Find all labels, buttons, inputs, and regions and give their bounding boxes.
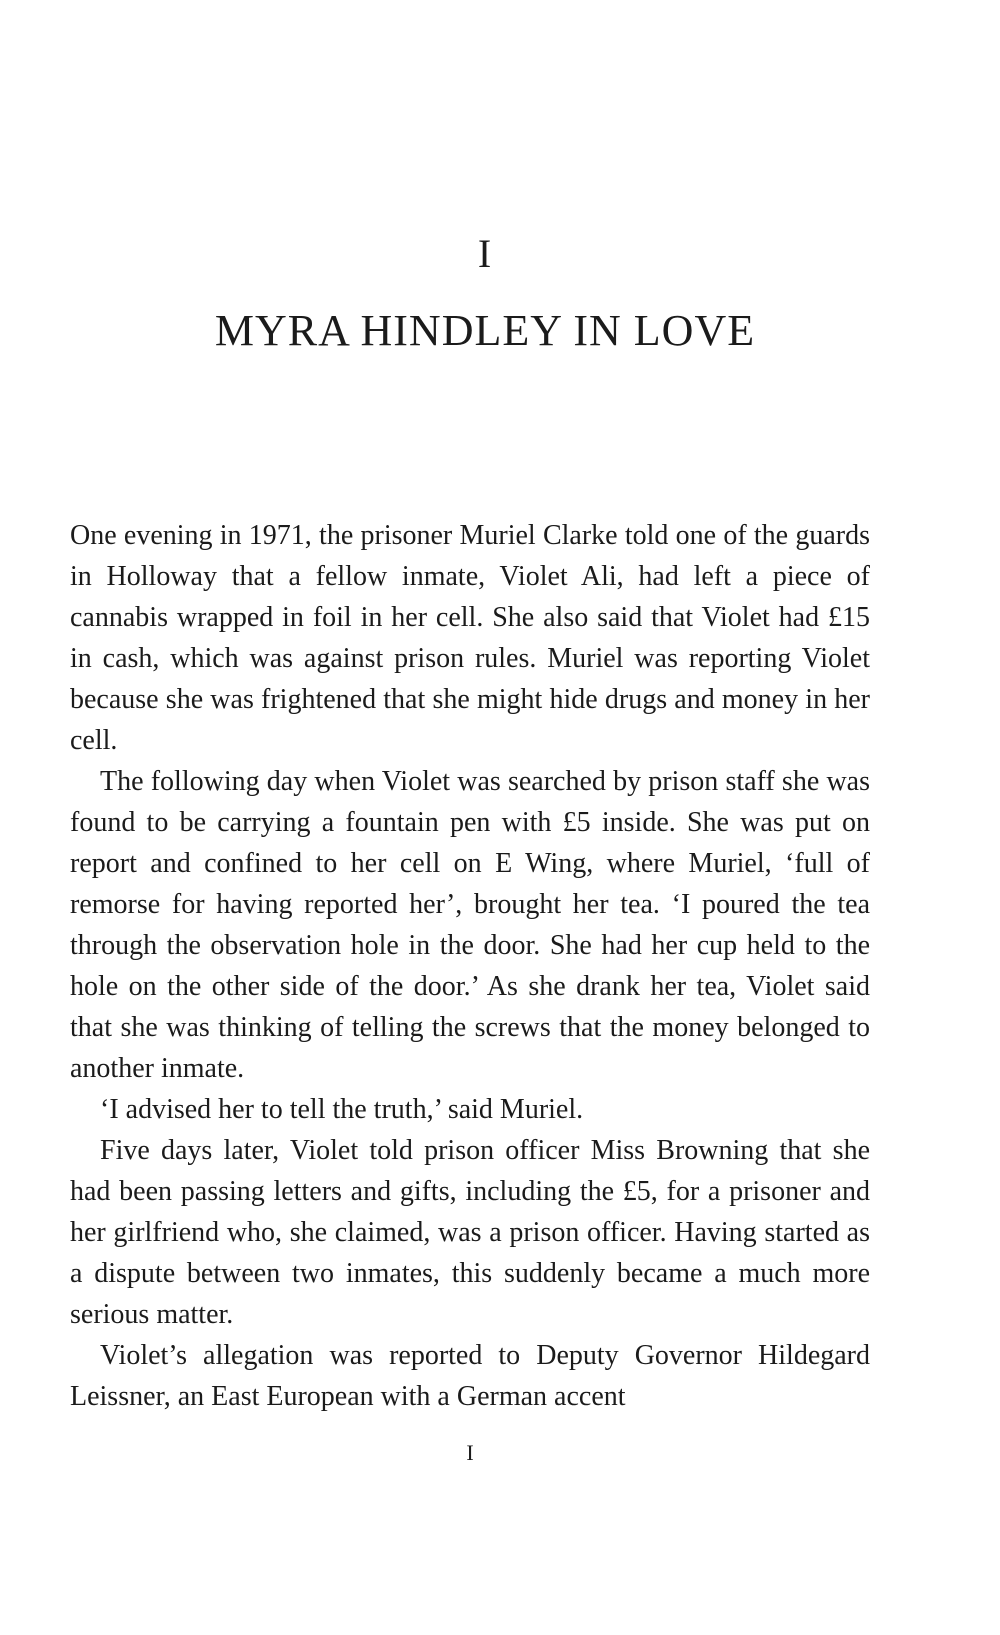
paragraph: Violet’s allegation was reported to Deputy Governor Hildegard Leissner, an East European with a German accent	[70, 1340, 870, 1412]
chapter-title: MYRA HINDLEY IN LOVE	[214, 306, 756, 355]
paragraph: ‘I advised her to tell the truth,’ said Muriel.	[100, 1094, 584, 1125]
chapter-number: I	[477, 231, 493, 276]
paragraph: Five days later, Violet told prison officer Miss Browning that she had been passing letters and gifts, including the £5, for a prisoner and her girlfriend who, she claimed, was a prison officer. Having started as a dispute between two inmates, this suddenly became a much more serious matter.	[70, 1135, 870, 1330]
chapter-body	[70, 515, 870, 1417]
paragraph: The following day when Violet was searched by prison staff she was found to be carrying a fountain pen with £5 inside. She was put on report and confined to her cell on E Wing, where Muriel, ‘full of remorse for having reported her’, brought her tea. ‘I poured the tea through the observation hole in the door. She had her cup held to the hole on the other side of the door.’ As she drank her tea, Violet said that she was thinking of telling the screws that the money belonged to another inmate.	[70, 766, 870, 1084]
page-number: I	[466, 1440, 474, 1465]
paragraph: One evening in 1971, the prisoner Muriel Clarke told one of the guards in Holloway that a fellow inmate, Violet Ali, had left a piece of cannabis wrapped in foil in her cell. She also said that Violet had £15 in cash, which was against prison rules. Muriel was reporting Violet because she was frightened that she might hide drugs and money in her cell.	[70, 520, 870, 756]
